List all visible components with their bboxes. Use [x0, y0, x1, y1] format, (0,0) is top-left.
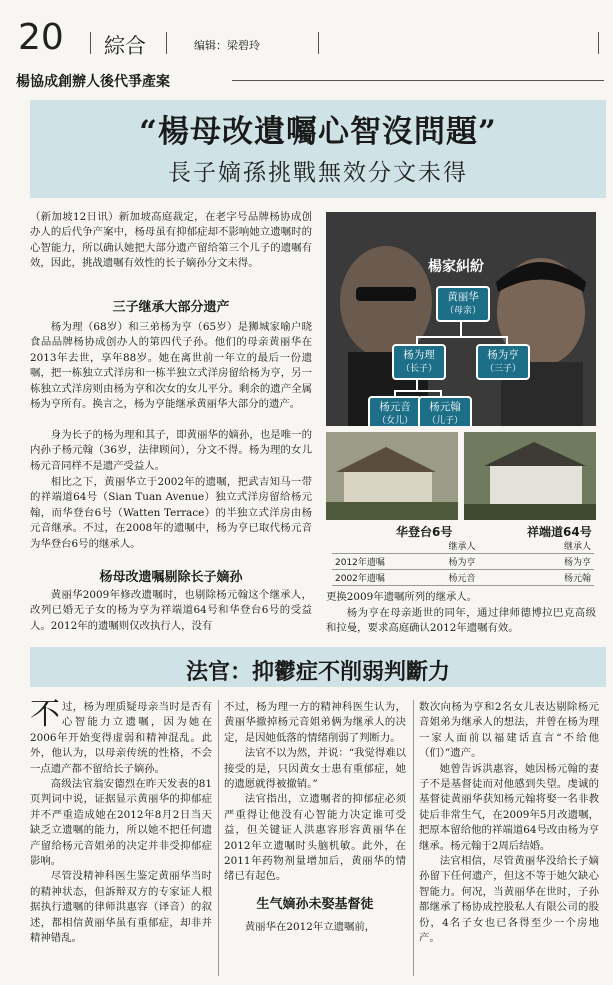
- house2-label: 祥端道64号: [527, 525, 592, 539]
- headline-title: “楊母改遺囑心智沒問題”: [139, 114, 497, 150]
- article-paragraph: 身为长子的杨为理和其子，即黄丽华的嫡孙，也是唯一的内孙子杨元翰（36岁，法律顾问），分文不得。杨为理的女儿杨元音同样不是遗产受益人。: [30, 429, 312, 472]
- column-rule: [413, 700, 414, 976]
- divider: [166, 32, 167, 54]
- article-paragraph: 黄丽华2009年修改遗嘱时，也剔除杨元翰这个继承人，改列已婚无子女的杨为亨为祥端道64号和华登台6号的受益人。2012年的遗嘱则仅改执行人，没有: [30, 589, 312, 632]
- divider: [318, 32, 319, 54]
- node-grandson: 杨元翰 （儿子）: [418, 396, 472, 426]
- house-photo-siantuan: [464, 432, 596, 520]
- table-header: 继承人: [418, 538, 506, 554]
- subheading-3: 生气嫡孙未娶基督徒: [256, 896, 374, 912]
- article-paragraph: 更换2009年遗嘱所列的继承人。: [326, 591, 478, 603]
- page-number: 20: [18, 17, 64, 58]
- house-illustration: [464, 432, 596, 520]
- house-photo-watten: [326, 432, 458, 520]
- table-row: [332, 538, 594, 554]
- table-row: 2002年遗嘱 杨元音 杨元翰: [332, 570, 594, 586]
- divider: [598, 32, 599, 54]
- node-eldest-son: 杨为理 （长子）: [392, 344, 446, 380]
- subheading-1: 三子继承大部分遗产: [112, 300, 230, 315]
- editor-credit: 编辑：梁碧玲: [194, 39, 260, 52]
- section2-column-3: 数次向杨为亨和2名女儿表达剔除杨元音姐弟为继承人的想法，并曾在杨为理一家人面前以福建话直言“不给他（们）”遗产。 她曾告诉洪惠容，她因杨元翰的妻子不是基督徒而对他感到失望。虔诚的基督徒黄丽华获知杨元翰将娶一名非教徒后非常生气，在2009年5月改遗嘱，把原本留给他的祥端道64号改由杨为亨继承。杨元翰于2周后结婚。 法官相信，尽管黄丽华没给长子嫡孙留下任何遗产，但这不等于她欠缺心智能力。何况，当黄丽华在世时，子孙都继承了杨协成控股私人有限公司的股份，4名子女也已各得至少一个房地产。: [419, 701, 599, 945]
- table-row: 2012年遗嘱 杨为亨 杨为亨: [332, 554, 594, 570]
- article-paragraph: 杨为亨在母亲逝世的同年，通过律师德博拉巴克高级和拉曼，要求高庭确认2012年遗嘱有效。: [326, 607, 596, 635]
- subheading-2: 杨母改遗嘱剔除长子嫡孙: [99, 570, 243, 585]
- section2-column-2: 不过，杨为理一方的精神科医生认为，黄丽华撤掉杨元音姐弟俩为继承人的决定，是因她低落的情绪削弱了判断力。 法官不以为然，并说：“我觉得难以接受的是，只因黄女士患有重郁症，她的遗愿就得被撤销。” 法官指出，立遗嘱者的抑郁症必须严重得让他没有心智能力决定谁可受益，但关键证人洪惠容形容黄丽华在2012年立遗嘱时头脑机敏。此外，在2011年药物剂量增加后，黄丽华的情绪已有起色。 生气嫡孙未娶基督徒 黄丽华在2012年立遗嘱前，: [224, 701, 406, 934]
- column-rule: [218, 700, 219, 976]
- house1-label: 华登台6号: [396, 525, 453, 539]
- case-rule: [232, 80, 604, 81]
- heir-table: [332, 538, 594, 586]
- section-name: 綜合: [104, 34, 146, 58]
- article-paragraph: 相比之下，黄丽华立于2002年的遗嘱，把武吉知马一带的祥端道64号（Sian Tuan Avenue）独立式洋房留给杨元翰，而华登台6号（Watten Terrace）的半独立式洋房由杨元音继承。不过，在2008年的遗嘱中，杨为亨已取代杨元音为华登台6号的继承人。: [30, 476, 312, 550]
- headline-subtitle: 長子嫡孫挑戰無效分文未得: [168, 160, 468, 186]
- divider: [90, 32, 91, 54]
- section2-title: 法官：抑鬱症不削弱判斷力: [185, 659, 450, 685]
- article-paragraph: 杨为理（68岁）和三弟杨为亨（65岁）是狮城家喻户晓食品品牌杨协成创办人的第四代子孙。他们的母亲黄丽华在2013年去世，享年88岁。她在离世前一年立的最后一份遗嘱，把一栋独立式洋房和一栋半独立式洋房留给杨为亨，另一栋独立式洋房则由杨为亨和次女的女儿平分。剩余的遗产全属杨为亨所有。换言之，杨为亨能继承黄丽华大部分的遗产。: [30, 321, 312, 411]
- node-third-son: 杨为亨 （三子）: [476, 344, 530, 380]
- case-label: 楊協成創辦人後代爭產案: [16, 74, 170, 90]
- section2-column-1: 不过，杨为理质疑母亲当时是否有心智能力立遗嘱，因为她在2006年开始变得虚弱和精神混乱。此外，他认为，以母亲传统的性格，不会一点遗产都不留给长子嫡孙。 高级法官翁安德烈在昨天发表的81页判词中说，证据显示黄丽华的抑郁症并不严重造成她在2012年8月2日当天缺乏立遗嘱的能力，所以她不把任何遗产留给杨元音姐弟的决定并非受抑郁症影响。 尽管没精神科医生鉴定黄丽华当时的精神状态，但訴辩双方的专家证人根据执行遗嘱的律师洪惠容（译音）的叙述，都相信黄丽华虽有重郁症，却非并精神错乱。: [30, 697, 212, 945]
- article-intro: （新加坡12日讯）新加坡高庭裁定，在老字号品牌杨协成创办人的后代争产案中，杨母虽有抑郁症却不影响她立遗嘱时的心智能力，所以确认她把大部分遗产留给第三个儿子的遗嘱有效，因此，挑战遗嘱有效性的长子嫡孙分文未得。: [30, 211, 312, 270]
- family-photo-graphic: [326, 212, 596, 426]
- dropcap: 不: [30, 697, 60, 732]
- node-mother: 黄丽华 （母亲）: [436, 286, 490, 322]
- node-granddaughter: 杨元音 （女儿）: [368, 396, 422, 426]
- graphic-title: 楊家糾紛: [428, 259, 484, 275]
- house-illustration: [326, 432, 458, 520]
- table-header: 继承人: [506, 538, 594, 554]
